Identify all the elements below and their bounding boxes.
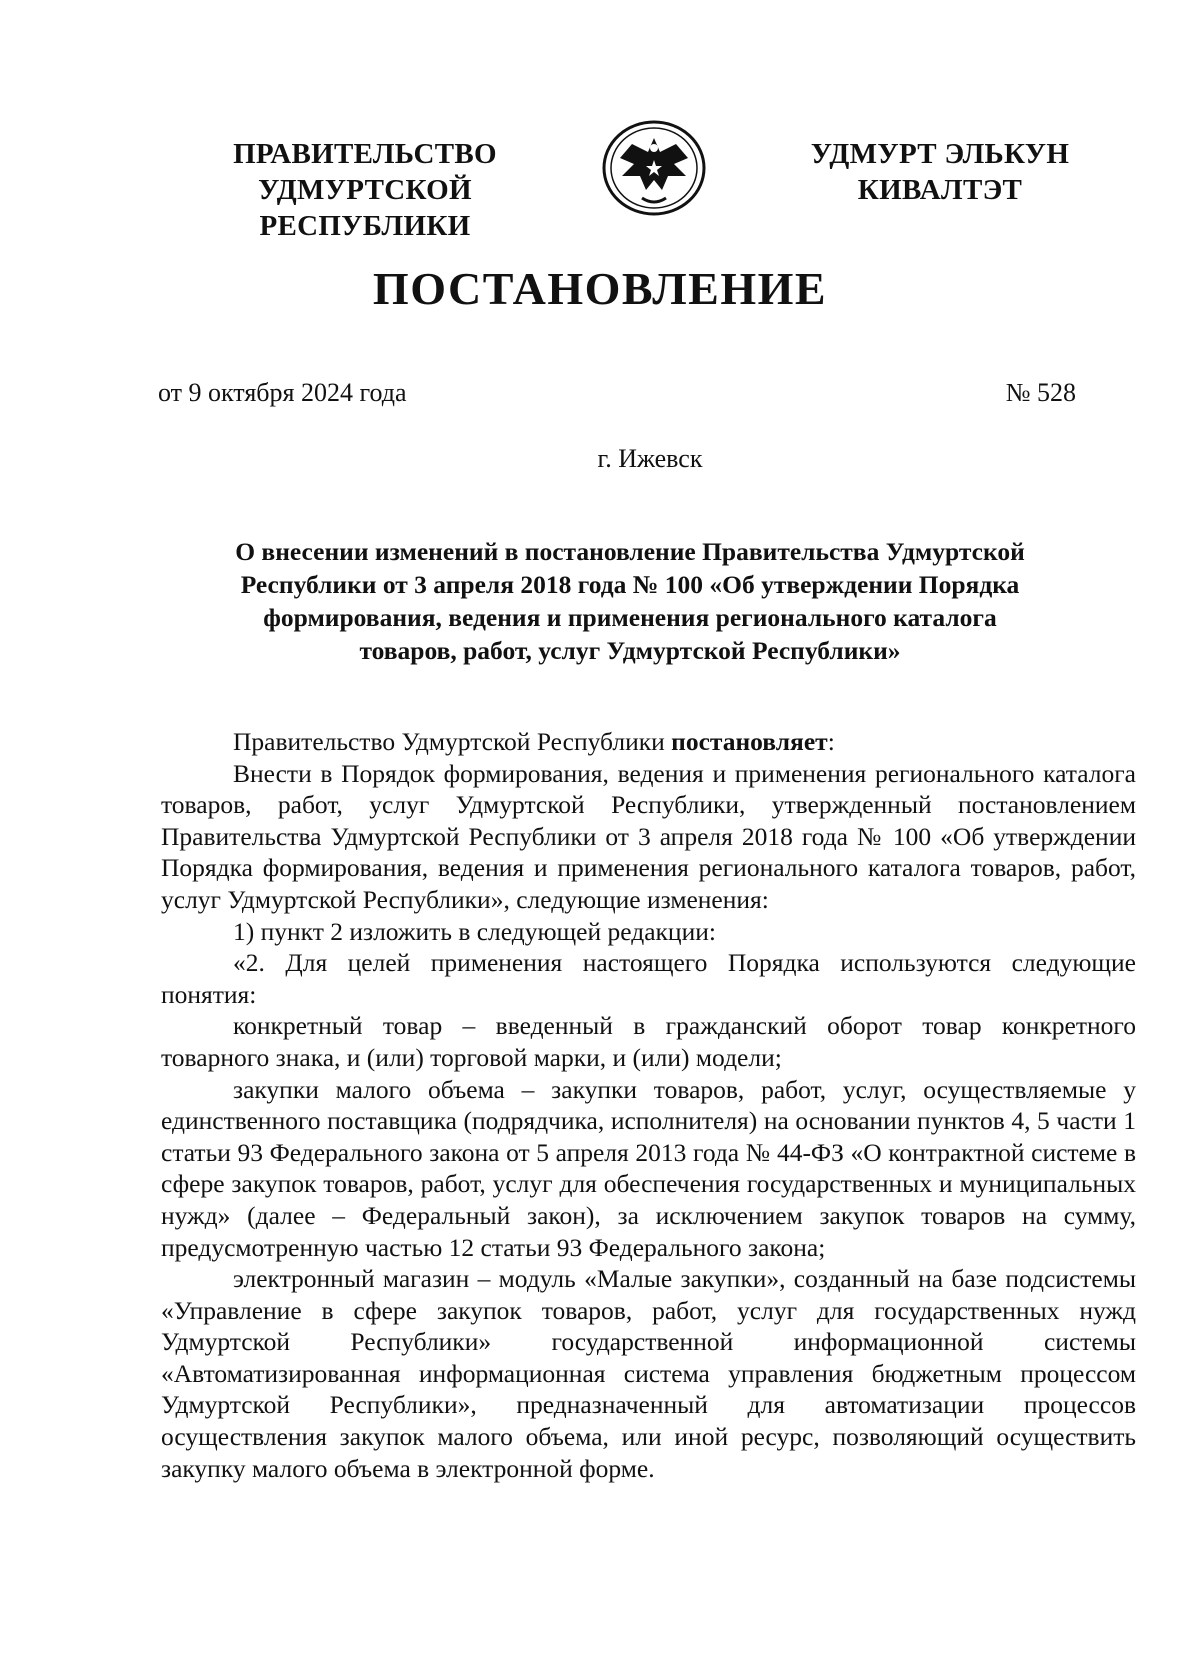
- document-type-heading: ПОСТАНОВЛЕНИЕ: [372, 263, 828, 314]
- body-paragraph: закупки малого объема – закупки товаров, работ, услуг, осуществляемые у единственного поставщика (подрядчика, исполнителя) на основании пунктов 4, 5 части 1 статьи 93 Федерального закона от 5 апреля 2013 года № 44-ФЗ «О контрактной системе в сфере закупок товаров, работ, услуг для обеспечения государственных и муниципальных нужд» (далее – Федеральный закон), за исключением закупок товаров на сумму, предусмотренную частью 12 статьи 93 Федерального закона;: [161, 1074, 1136, 1262]
- document-body: [161, 726, 1136, 1484]
- body-paragraph: «2. Для целей применения настоящего Порядка используются следующие понятия:: [161, 948, 1136, 1009]
- header-right-line1: УДМУРТ ЭЛЬКУН: [810, 138, 1070, 170]
- resolves-prefix: Правительство Удмуртской Республики: [233, 727, 672, 756]
- header-left-org: [150, 136, 580, 244]
- body-paragraph: электронный магазин – модуль «Малые закупки», созданный на базе подсистемы «Управление в сфере закупок товаров, работ, услуг для государственных нужд Удмуртской Республики» государственной информационной системы «Автоматизированная информационная система управления бюджетным процессом Удмуртской Республики», предназначенный для автоматизации процессов осуществления закупок малого объема, или иной ресурс, позволяющий осуществить закупку малого объема в электронной форме.: [161, 1264, 1136, 1483]
- header-left-line2: УДМУРТСКОЙ РЕСПУБЛИКИ: [258, 174, 472, 242]
- title-line: Республики от 3 апреля 2018 года № 100 «Об утверждении Порядка: [240, 570, 1020, 599]
- coat-of-arms-emblem: [598, 118, 710, 218]
- title-line: товаров, работ, услуг Удмуртской Республики»: [359, 636, 901, 665]
- header-right-line2: КИВАЛТЭТ: [857, 174, 1023, 206]
- body-paragraph: конкретный товар – введенный в гражданский оборот товар конкретного товарного знака, и (или) торговой марки, и (или) модели;: [161, 1011, 1136, 1072]
- resolves-suffix: :: [827, 727, 835, 756]
- resolves-keyword: постановляет: [671, 727, 828, 756]
- body-paragraph-resolves: [161, 726, 1136, 758]
- document-city: г. Ижевск: [597, 444, 703, 473]
- document-title: [160, 535, 1100, 667]
- title-line: формирования, ведения и применения регионального каталога: [263, 603, 997, 632]
- document-date: от 9 октября 2024 года: [158, 378, 407, 407]
- body-paragraph: Внести в Порядок формирования, ведения и применения регионального каталога товаров, работ, услуг Удмуртской Республики, утвержденный постановлением Правительства Удмуртской Республики от 3 апреля 2018 года № 100 «Об утверждении Порядка формирования, ведения и применения регионального каталога товаров, работ, услуг Удмуртской Республики», следующие изменения:: [161, 758, 1136, 914]
- document-number: № 528: [1005, 378, 1076, 407]
- body-paragraph: 1) пункт 2 изложить в следующей редакции:: [233, 916, 716, 946]
- title-line: О внесении изменений в постановление Правительства Удмуртской: [235, 537, 1025, 566]
- header-right-org: [790, 136, 1090, 208]
- header-left-line1: ПРАВИТЕЛЬСТВО: [233, 138, 497, 170]
